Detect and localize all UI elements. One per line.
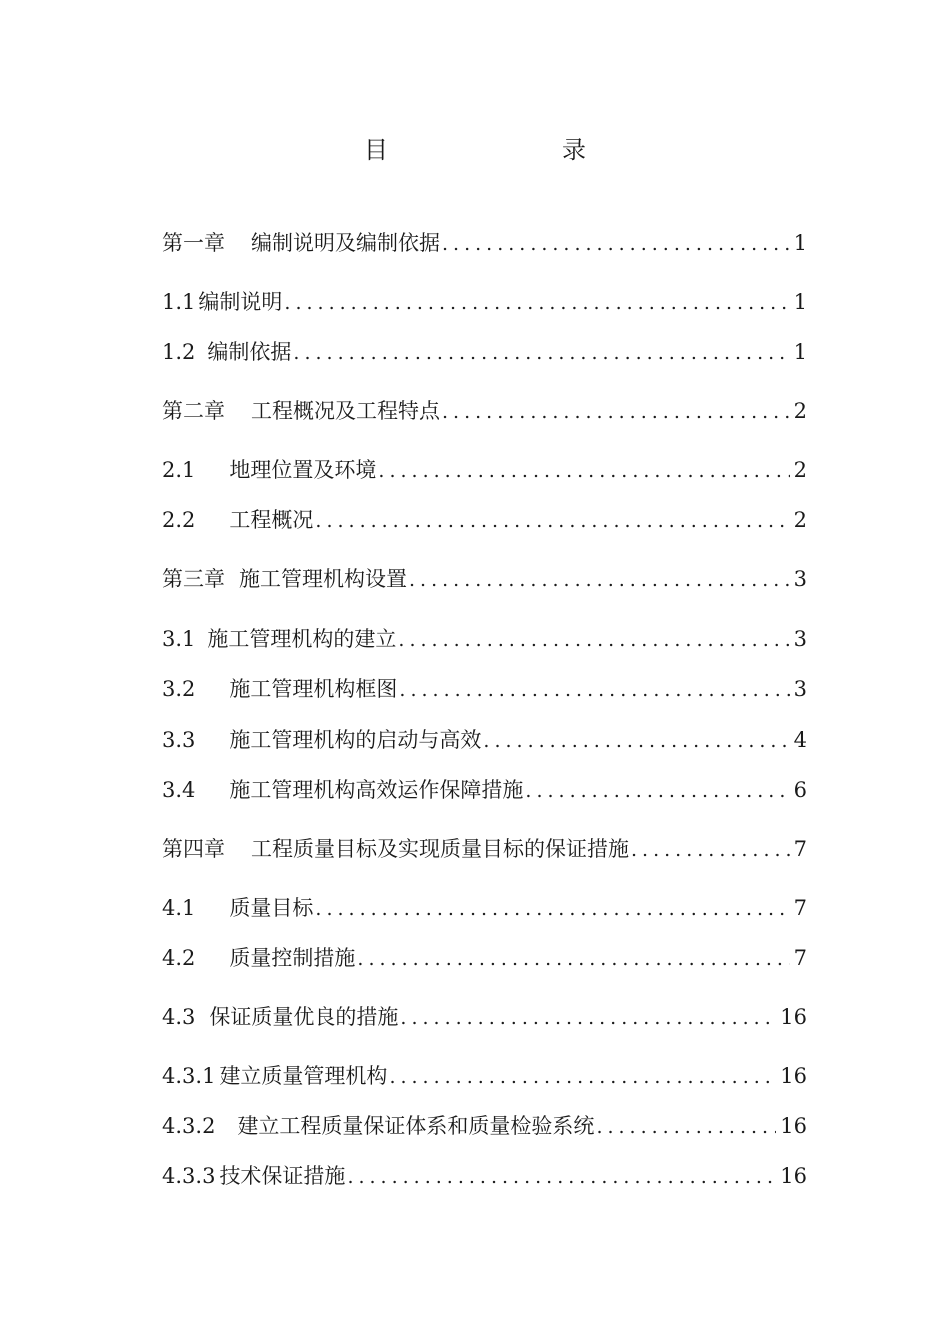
toc-leader-dots: [398, 625, 789, 655]
toc-entry-page: 3: [793, 677, 807, 701]
toc-leader-dots: [409, 565, 790, 595]
toc-entry-title: 质量目标: [229, 896, 314, 920]
toc-entry-page: 7: [793, 837, 807, 861]
toc-entry-page: 7: [793, 946, 807, 970]
toc-leader-dots: [389, 1062, 776, 1092]
toc-entry-title: 施工管理机构的启动与高效: [229, 728, 482, 752]
toc-entry-title: 工程质量目标及实现质量目标的保证措施: [251, 837, 629, 861]
toc-entry-title: 施工管理机构高效运作保障措施: [229, 778, 524, 802]
toc-entry-number: 第三章: [162, 567, 225, 591]
toc-entry-number: 第二章: [162, 399, 225, 423]
toc-entry-title: 编制依据: [207, 340, 292, 364]
toc-entry[interactable]: [162, 1002, 807, 1032]
toc-entry-number: 第一章: [162, 231, 225, 255]
toc-leader-dots: [315, 506, 789, 536]
toc-leader-dots: [399, 675, 789, 705]
toc-entry[interactable]: [162, 674, 807, 704]
toc-leader-dots: [315, 894, 789, 924]
toc-entry-number: 第四章: [162, 837, 225, 861]
toc-entry-title: 工程概况: [229, 508, 314, 532]
toc-entry-page: 2: [793, 399, 807, 423]
toc-entry-number: 3.1: [162, 627, 196, 651]
toc-entry-title: 编制说明及编制依据: [251, 231, 440, 255]
toc-entry[interactable]: [162, 396, 807, 426]
toc-entry[interactable]: [162, 893, 807, 923]
toc-entry[interactable]: [162, 505, 807, 535]
toc-entry[interactable]: [162, 337, 807, 367]
toc-entry-number: 3.2: [162, 677, 196, 701]
toc-leader-dots: [293, 338, 789, 368]
toc-entry-page: 6: [793, 778, 807, 802]
toc-entry-number: 3.3: [162, 728, 196, 752]
toc-entry[interactable]: [162, 1111, 807, 1141]
toc-leader-dots: [347, 1162, 776, 1192]
toc-leader-dots: [631, 835, 790, 865]
toc-entry[interactable]: [162, 775, 807, 805]
toc-entry-title: 技术保证措施: [219, 1164, 346, 1188]
toc-entry-page: 2: [793, 458, 807, 482]
toc-entry-number: 4.3.3: [162, 1164, 216, 1188]
toc-entry[interactable]: [162, 943, 807, 973]
toc-entry[interactable]: [162, 455, 807, 485]
toc-entry-page: 3: [793, 627, 807, 651]
toc-entry-page: 2: [793, 508, 807, 532]
toc-entry-number: 4.3: [162, 1005, 196, 1029]
toc-entry-page: 16: [780, 1164, 807, 1188]
toc-entry-title: 保证质量优良的措施: [209, 1005, 399, 1029]
toc-entry-number: 4.1: [162, 896, 196, 920]
toc-entry-number: 4.3.1: [162, 1064, 216, 1088]
toc-entry-number: 2.1: [162, 458, 196, 482]
toc-entry-title: 建立工程质量保证体系和质量检验系统: [237, 1114, 595, 1138]
toc-entry-title: 地理位置及环境: [229, 458, 377, 482]
toc-leader-dots: [442, 229, 790, 259]
toc-leader-dots: [442, 397, 790, 427]
toc-entry-page: 16: [780, 1114, 807, 1138]
toc-entry[interactable]: [162, 287, 807, 317]
toc-entry-page: 1: [793, 231, 807, 255]
toc-entry-page: 16: [780, 1064, 807, 1088]
toc-entry[interactable]: [162, 834, 807, 864]
toc-entry-page: 7: [793, 896, 807, 920]
toc-title: 目 录: [364, 136, 628, 164]
toc-entry-page: 1: [793, 340, 807, 364]
toc-entry-title: 施工管理机构框图: [229, 677, 398, 701]
toc-entry[interactable]: [162, 1061, 807, 1091]
toc-leader-dots: [483, 726, 789, 756]
toc-entry-page: 3: [793, 567, 807, 591]
toc-entry-number: 4.3.2: [162, 1114, 216, 1138]
toc-entry-title: 质量控制措施: [229, 946, 356, 970]
toc-leader-dots: [525, 776, 789, 806]
toc-entry[interactable]: [162, 1161, 807, 1191]
toc-entry-title: 施工管理机构设置: [239, 567, 407, 591]
toc-leader-dots: [596, 1112, 776, 1142]
toc-entry-page: 16: [780, 1005, 807, 1029]
toc-leader-dots: [378, 456, 789, 486]
toc-entry-title: 建立质量管理机构: [219, 1064, 388, 1088]
toc-entry[interactable]: [162, 624, 807, 654]
toc-entry-number: 1.1: [162, 290, 196, 314]
toc-entry-number: 4.2: [162, 946, 196, 970]
toc-entry-page: 4: [793, 728, 807, 752]
toc-entry-number: 3.4: [162, 778, 196, 802]
toc-entry-title: 编制说明: [198, 290, 283, 314]
toc-entry[interactable]: [162, 725, 807, 755]
toc-entry-number: 1.2: [162, 340, 196, 364]
toc-entry[interactable]: [162, 228, 807, 258]
toc-leader-dots: [400, 1003, 776, 1033]
toc-leader-dots: [357, 944, 789, 974]
toc-leader-dots: [284, 288, 789, 318]
toc-entry-title: 工程概况及工程特点: [251, 399, 440, 423]
toc-entry-number: 2.2: [162, 508, 196, 532]
toc-entry-title: 施工管理机构的建立: [207, 627, 397, 651]
toc-entry-page: 1: [793, 290, 807, 314]
toc-entry[interactable]: [162, 564, 807, 594]
